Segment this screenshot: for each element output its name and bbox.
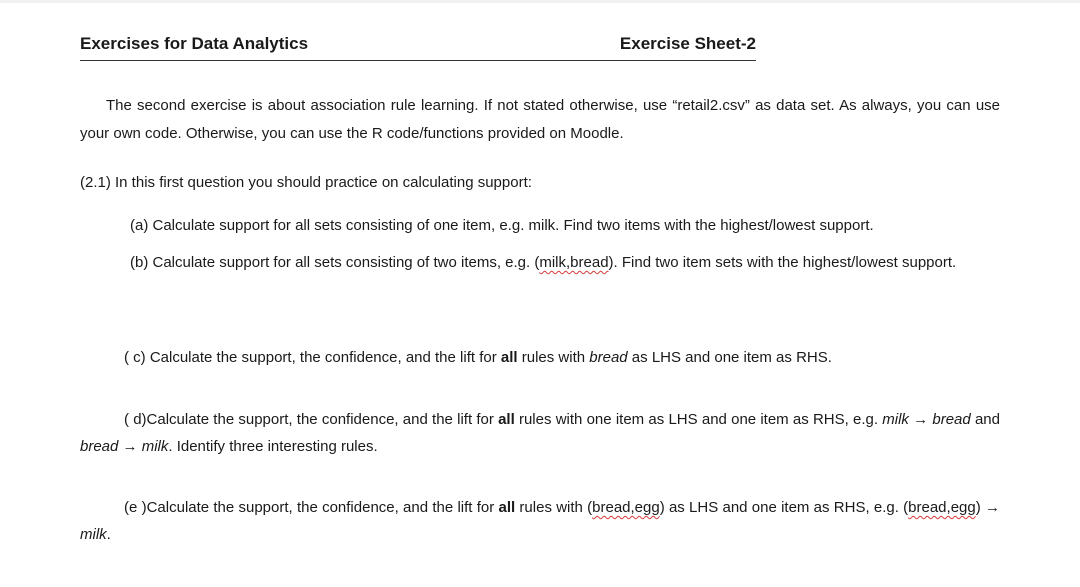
header-sheet-title: Exercise Sheet-2 <box>619 34 756 53</box>
example-item-set: milk,bread <box>539 254 609 271</box>
subquestion-c <box>124 344 1000 371</box>
subquestion-d-text-mid: rules with one item as LHS and one item as RHS, e.g. <box>514 411 883 428</box>
example-rule-2: bread → milk <box>80 438 169 455</box>
subquestion-c-text-mid: rules with <box>517 349 590 366</box>
subquestion-d-text-end: . Identify three interesting rules. <box>168 438 378 455</box>
subquestion-b-text-end: ). Find two item sets with the highest/lowest support. <box>608 254 957 271</box>
example-lhs-item-set: bread,egg <box>908 499 976 516</box>
subquestion-e-text-mid: rules with ( <box>515 499 593 516</box>
subquestion-e-text-mid2: ) as LHS and one item as RHS, e.g. ( <box>659 499 909 516</box>
emphasis-all: all <box>498 499 516 516</box>
arrow-text: ) → <box>975 499 1000 516</box>
example-rule-1-rhs: bread <box>928 411 971 428</box>
page-header <box>80 34 756 61</box>
subquestion-d <box>80 406 1000 460</box>
example-rule-1: milk → <box>882 411 929 428</box>
question-2-1-title: (2.1) In this first question you should practice on calculating support: <box>80 174 532 191</box>
subquestion-e <box>80 494 1000 548</box>
conjunction: and <box>970 411 1000 428</box>
subquestion-c-text-end: as LHS and one item as RHS. <box>627 349 832 366</box>
example-rhs-item: milk <box>80 526 107 543</box>
lhs-item-set: bread,egg <box>592 499 660 516</box>
subquestion-c-text: ( c) Calculate the support, the confidence, and the lift for <box>124 349 501 366</box>
emphasis-all: all <box>498 411 515 428</box>
subquestion-a: (a) Calculate support for all sets consisting of one item, e.g. milk. Find two items with the highest/lowest support. <box>130 217 874 234</box>
subquestion-b-text: (b) Calculate support for all sets consisting of two items, e.g. ( <box>130 254 540 271</box>
page-top-border <box>0 0 1080 3</box>
subquestion-b <box>130 249 1000 276</box>
subquestion-e-text: (e )Calculate the support, the confidence, and the lift for <box>124 499 499 516</box>
emphasis-bread: bread <box>589 349 628 366</box>
subquestion-e-text-end: . <box>106 526 111 543</box>
header-course-title: Exercises for Data Analytics <box>80 34 309 53</box>
subquestion-d-text: ( d)Calculate the support, the confidence, and the lift for <box>124 411 499 428</box>
emphasis-all: all <box>500 349 518 366</box>
intro-paragraph: The second exercise is about association rule learning. If not stated otherwise, use “retail2.csv” as data set. As always, you can use your own code. Otherwise, you can use the R code/functions provided on Moodle. <box>80 97 1000 142</box>
